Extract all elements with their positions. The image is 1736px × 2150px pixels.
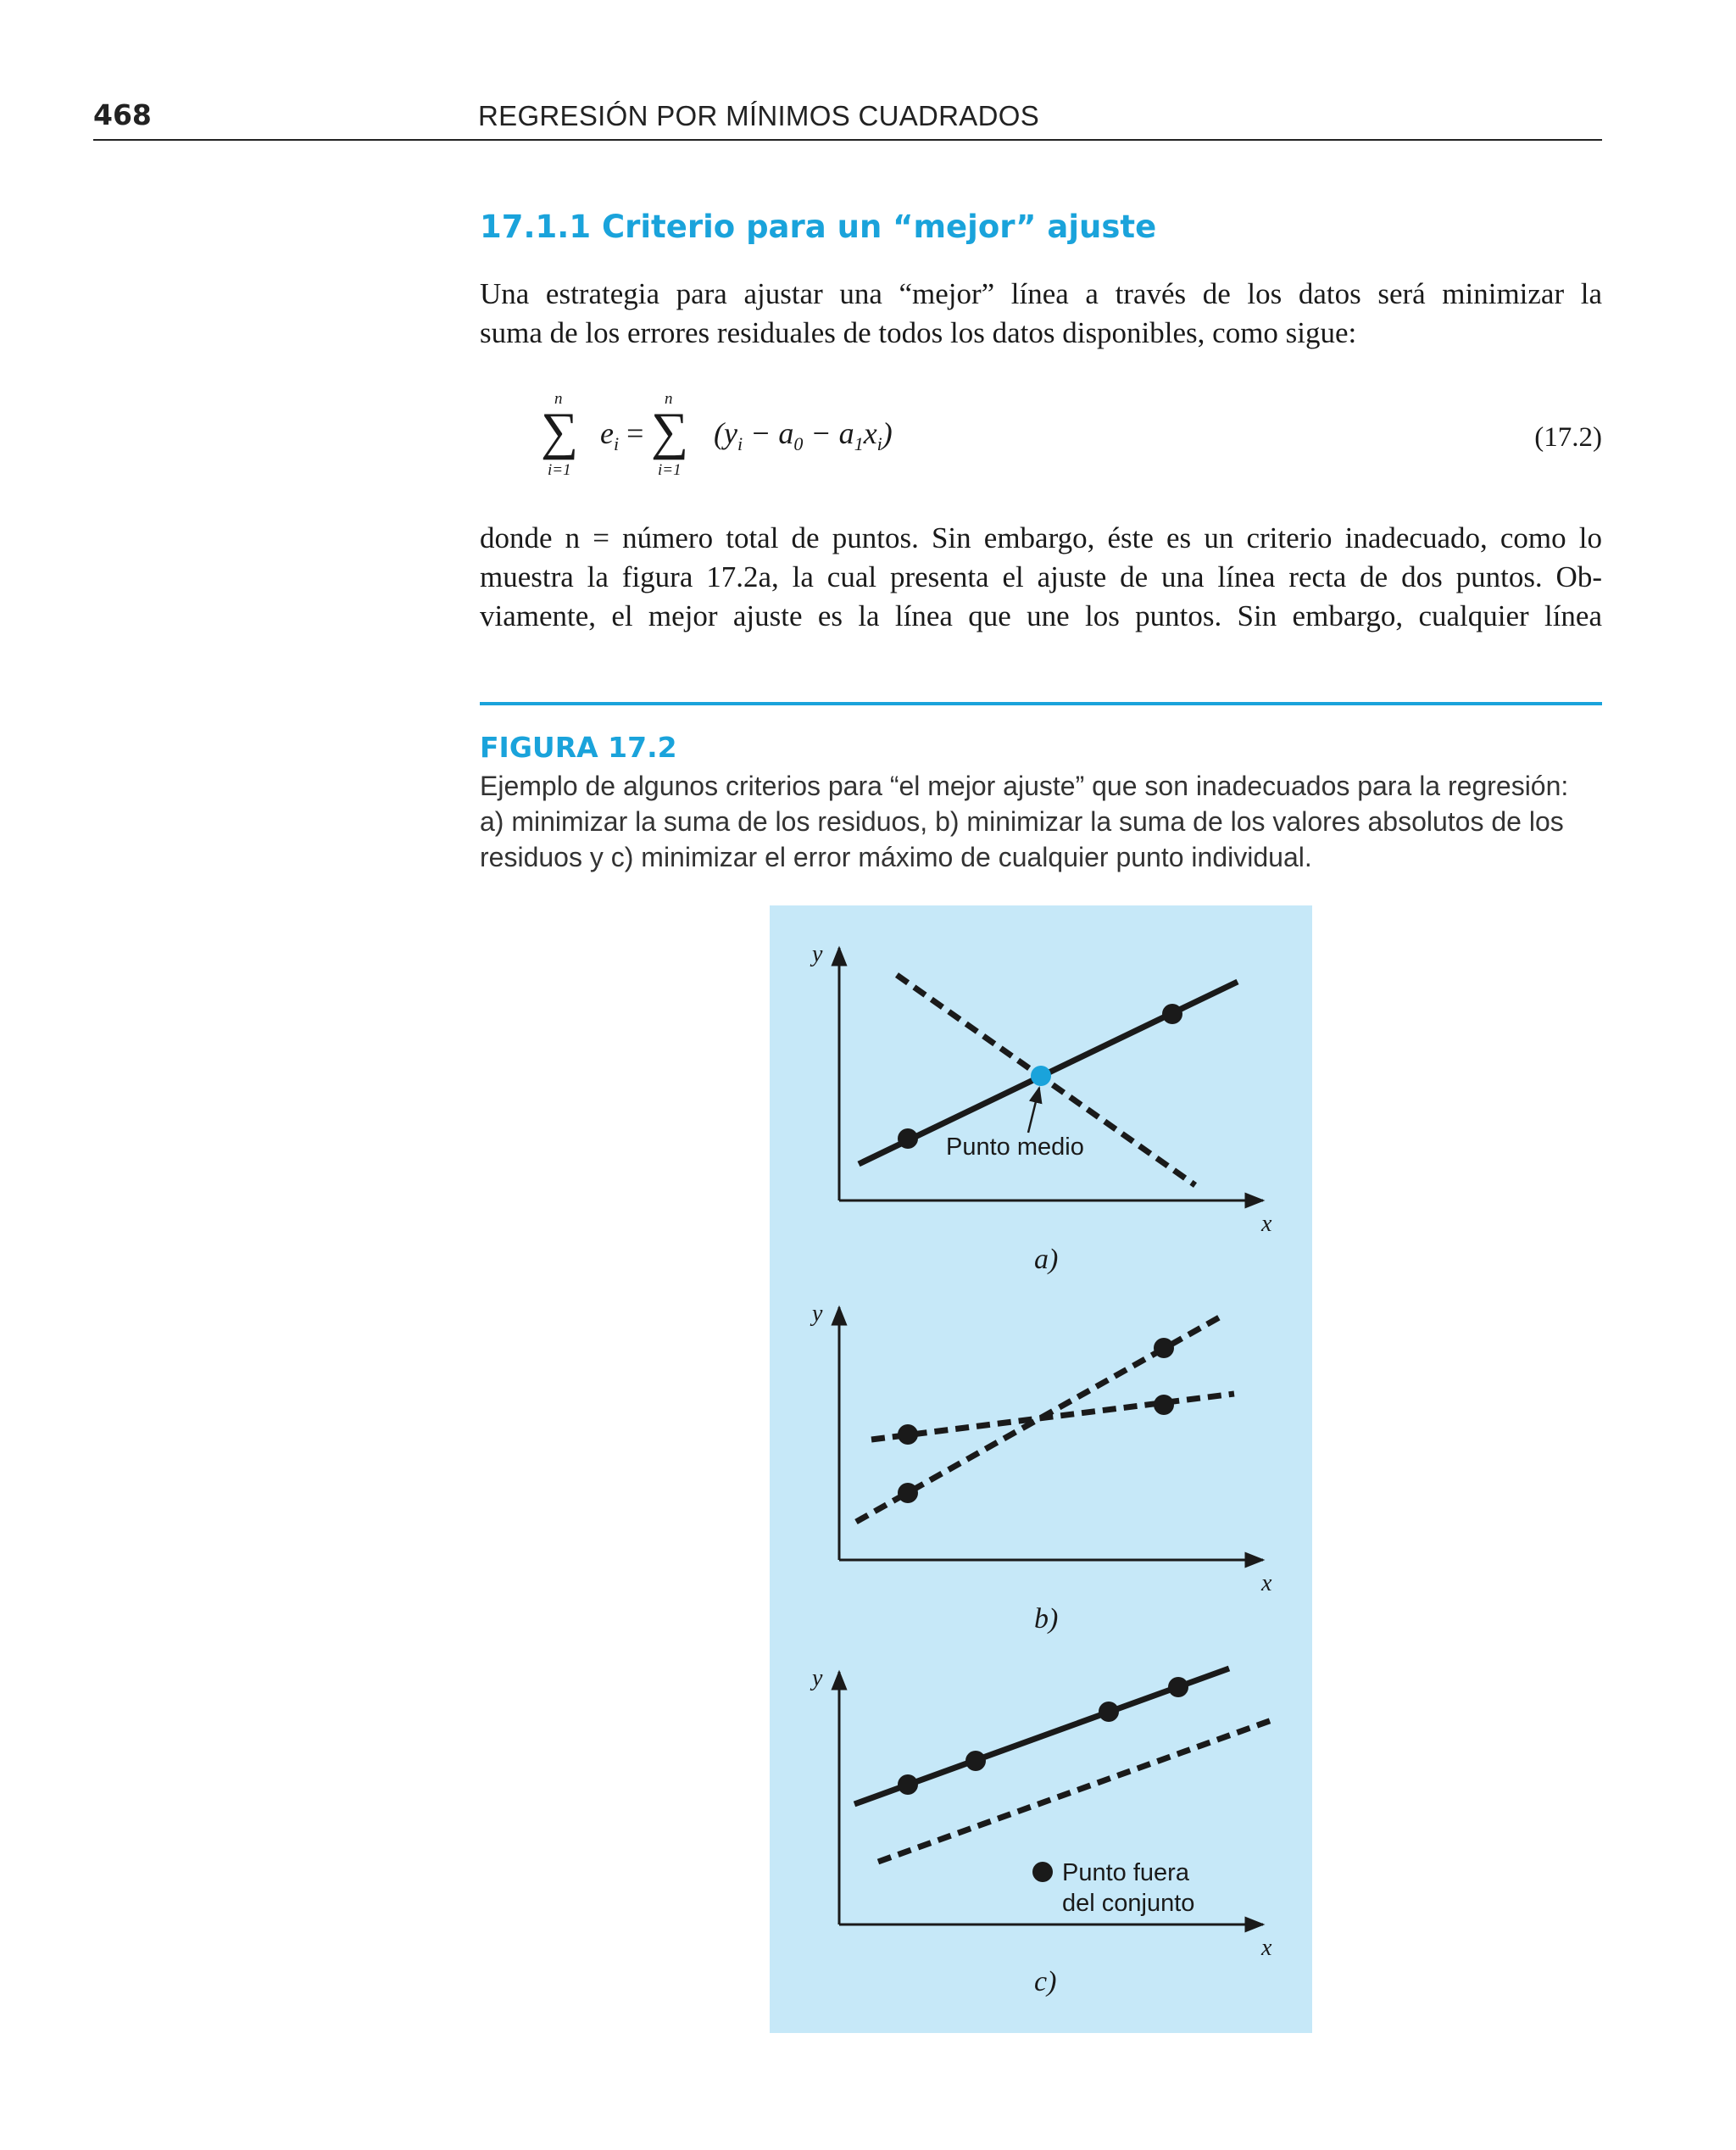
sigma-symbol: ∑ <box>541 403 579 460</box>
y-axis-label: y <box>812 941 823 967</box>
sum-upper-limit: n <box>554 390 563 408</box>
annotation-midpoint: Punto medio <box>946 1133 1084 1161</box>
subfigure-b <box>810 1301 1272 1635</box>
page-number: 468 <box>93 98 152 131</box>
data-point <box>1154 1338 1174 1358</box>
caption-line: Ejemplo de algunos criterios para “el mejor ajuste” que son inadecuados para la regresión: <box>480 771 1569 801</box>
text-line: muestra la figura 17.2a, la cual presenta el ajuste de una línea recta de dos puntos. Ob- <box>480 560 1602 593</box>
fit-line-dashed <box>871 1394 1234 1440</box>
data-point <box>1162 1004 1182 1024</box>
sum-upper-limit: n <box>665 390 673 408</box>
subfigure-label: c) <box>1034 1966 1057 1997</box>
sum-lower-limit: i=1 <box>658 461 682 479</box>
figure-panel <box>770 905 1312 2033</box>
figure-divider <box>480 702 1602 705</box>
y-axis-label: y <box>812 1665 823 1691</box>
caption-line: residuos y c) minimizar el error máximo de cualquier punto individual. <box>480 842 1312 872</box>
legend-text-line1: Punto fuera <box>1062 1859 1189 1886</box>
equation-number: (17.2) <box>1534 422 1602 453</box>
running-title: REGRESIÓN POR MÍNIMOS CUADRADOS <box>478 100 1040 131</box>
subfigure-label: b) <box>1034 1603 1059 1635</box>
figure-diagram <box>770 905 1312 2033</box>
figure-caption <box>480 768 1602 875</box>
text-line: Una estrategia para ajustar una “mejor” línea a través de los datos será minimizar la <box>480 277 1602 310</box>
sum-lower-limit: i=1 <box>548 461 571 479</box>
x-axis-label: x <box>1261 1935 1272 1961</box>
paragraph-criterion <box>480 519 1602 636</box>
data-point <box>898 1128 918 1149</box>
page-header <box>93 98 1602 141</box>
subfigure-a <box>810 941 1272 1275</box>
data-point <box>898 1424 918 1445</box>
text-line: viamente, el mejor ajuste es la línea que une los puntos. Sin embargo, cualquier línea <box>480 599 1602 632</box>
data-point <box>898 1774 918 1795</box>
legend-text-line2: del conjunto <box>1062 1890 1195 1917</box>
data-point <box>965 1751 986 1771</box>
subfigure-label: a) <box>1034 1244 1059 1275</box>
data-point <box>1168 1677 1188 1697</box>
caption-line: a) minimizar la suma de los residuos, b) minimizar la suma de los valores absolutos de los <box>480 806 1564 837</box>
figure-label: FIGURA 17.2 <box>480 731 677 764</box>
text-line: donde n = número total de puntos. Sin embargo, éste es un criterio inadecuado, como lo <box>480 521 1602 554</box>
section-title: 17.1.1 Criterio para un “mejor” ajuste <box>480 209 1157 245</box>
data-point <box>1099 1702 1119 1722</box>
x-axis-label: x <box>1261 1570 1272 1596</box>
fit-line-dashed <box>878 1719 1274 1862</box>
text-line: suma de los errores residuales de todos los datos disponibles, como sigue: <box>480 316 1357 349</box>
rhs-term: $(y_i - a_0 - a_1x_i)$ <box>714 416 893 455</box>
subfigure-c <box>810 1665 1274 1997</box>
paragraph-intro <box>480 275 1602 353</box>
lhs-term: $e_i$ = <box>600 416 644 455</box>
equation-17-2 <box>480 390 1602 492</box>
data-point <box>898 1483 918 1503</box>
legend-marker <box>1032 1862 1053 1882</box>
annotation-arrow <box>1028 1088 1039 1133</box>
data-point <box>1154 1395 1174 1415</box>
x-axis-label: x <box>1261 1211 1272 1237</box>
midpoint-marker <box>1031 1066 1051 1086</box>
sigma-symbol: ∑ <box>651 403 689 460</box>
y-axis-label: y <box>812 1301 823 1327</box>
